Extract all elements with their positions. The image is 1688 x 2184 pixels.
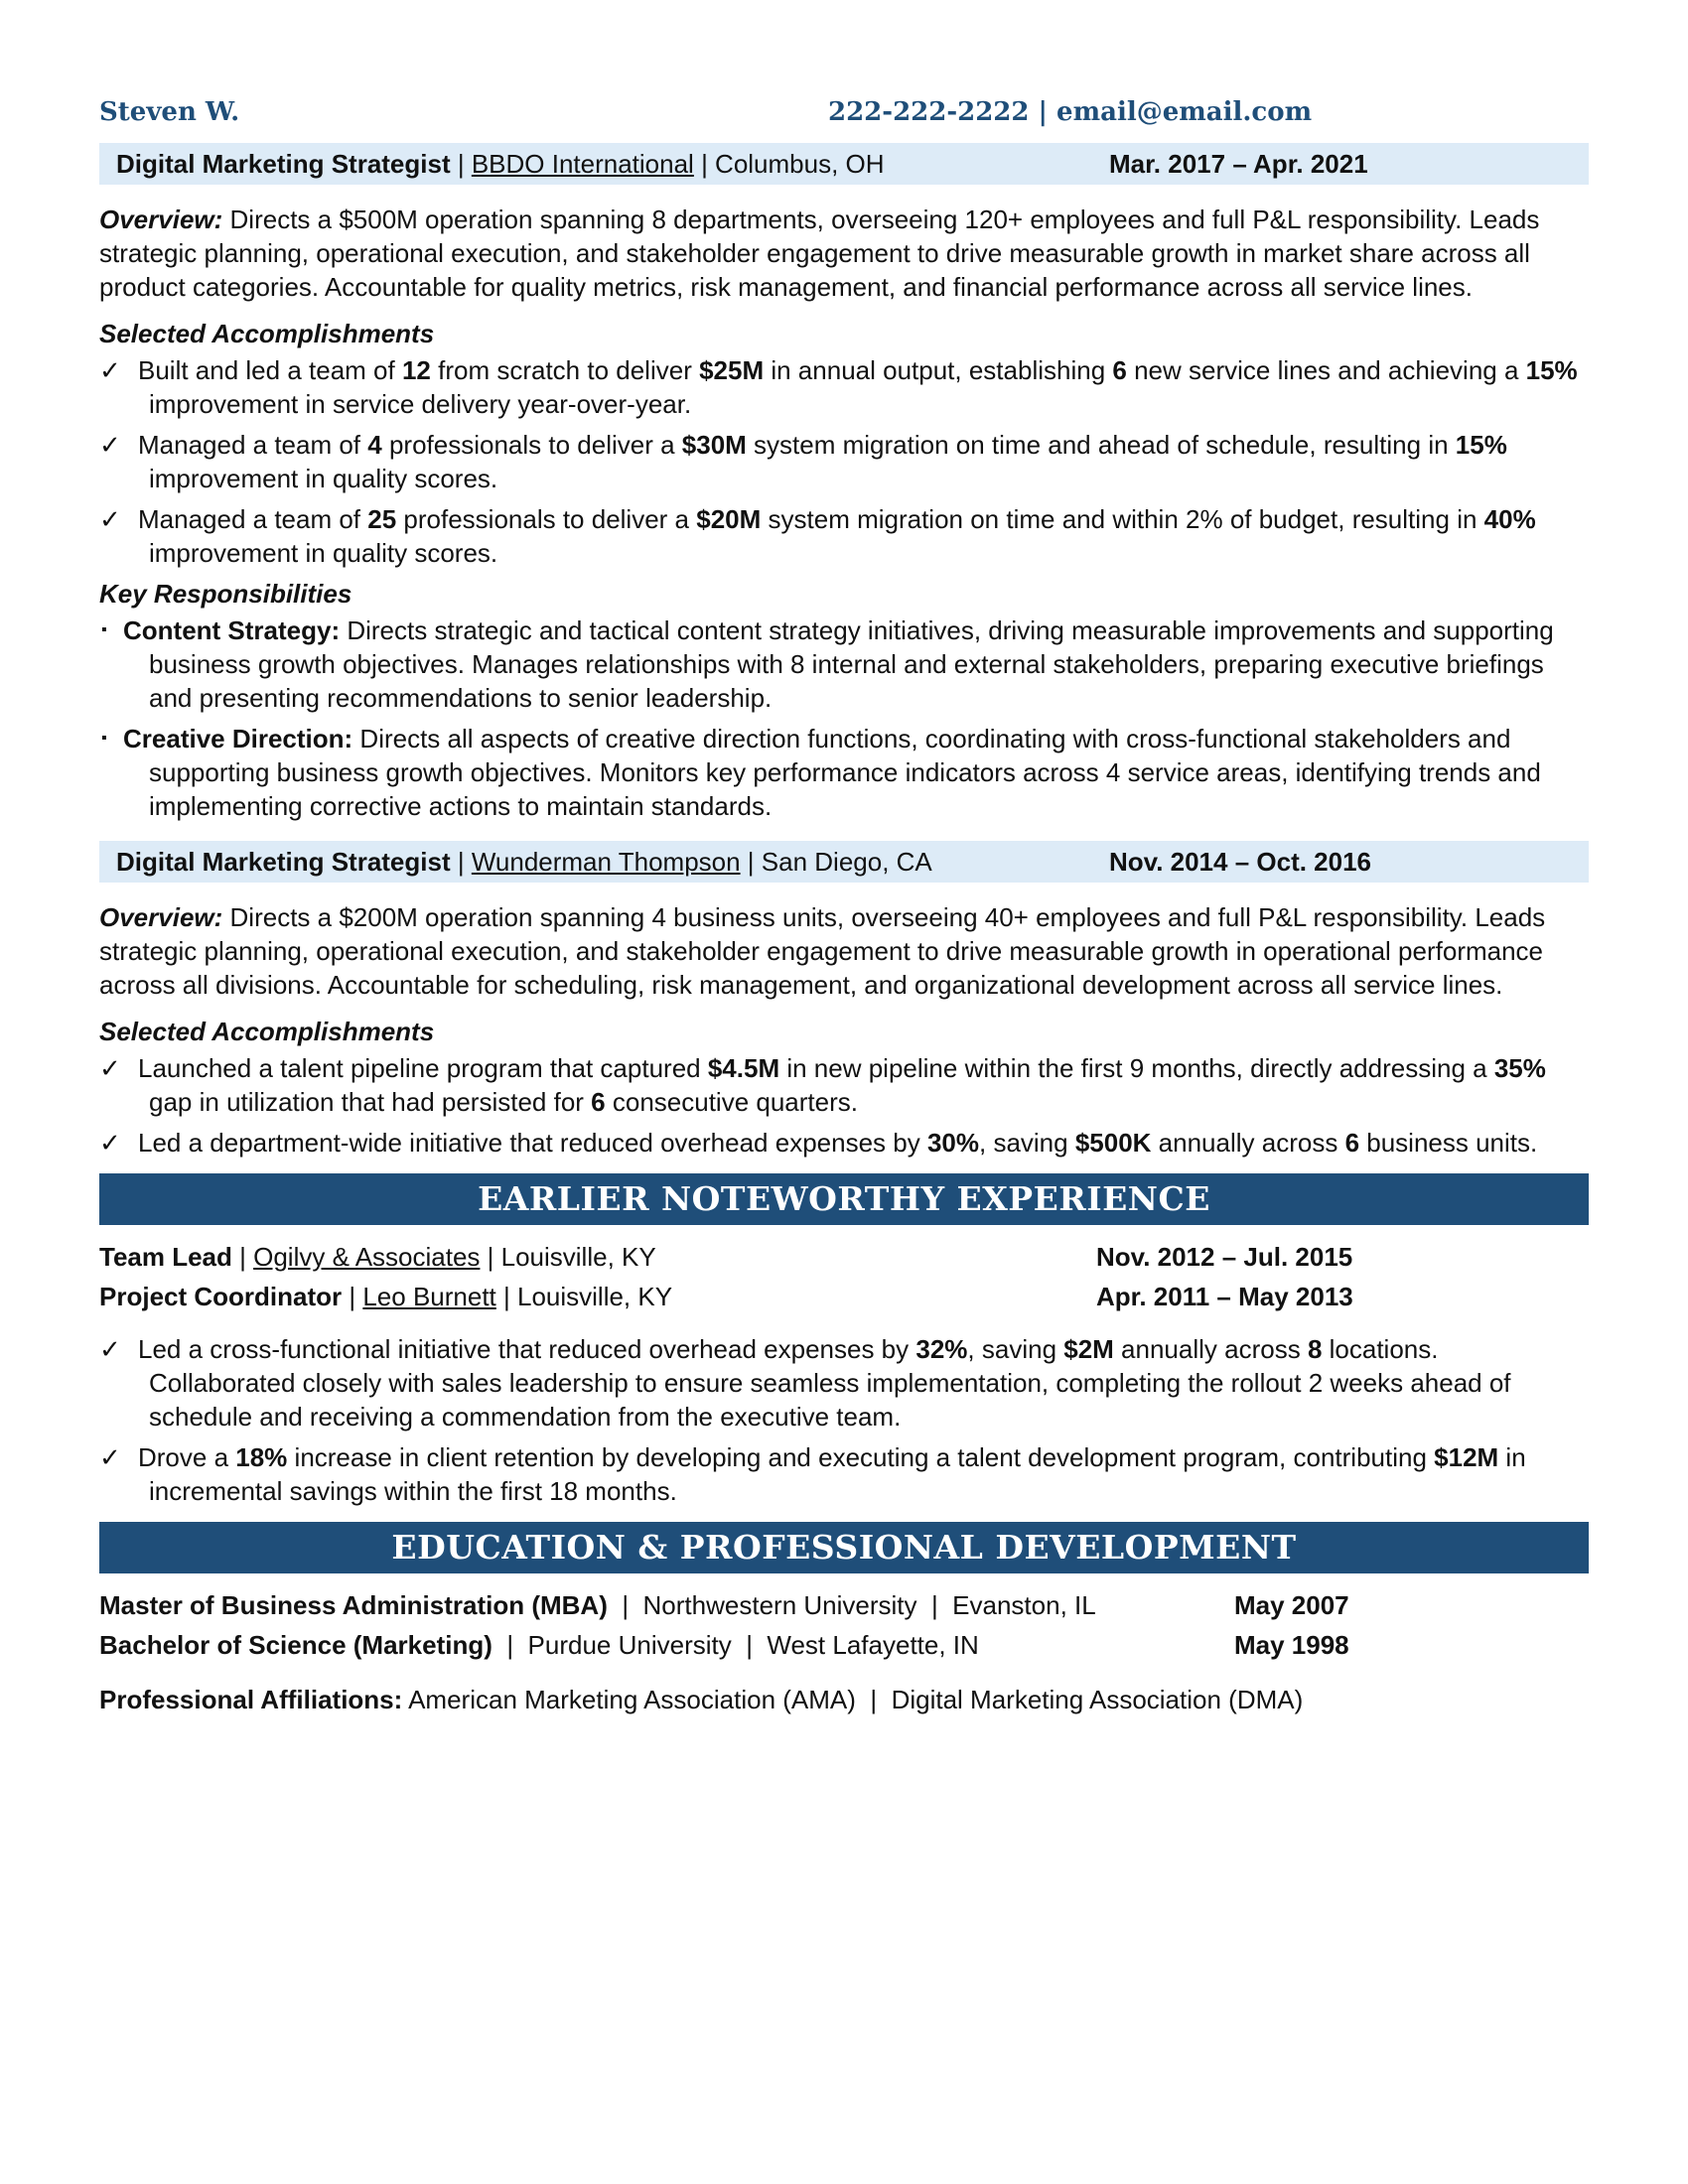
accomplishments-heading: Selected Accomplishments xyxy=(99,1017,435,1046)
job-dates: Mar. 2017 – Apr. 2021 xyxy=(1109,149,1368,179)
degree-row: Bachelor of Science (Marketing) | Purdue University | West Lafayette, IN May 1998 xyxy=(99,1625,1589,1665)
role-title: Team Lead xyxy=(99,1242,232,1272)
list-item xyxy=(99,1126,1589,1160)
degree-name: Bachelor of Science (Marketing) xyxy=(99,1630,492,1660)
role-dates: Apr. 2011 – May 2013 xyxy=(1096,1282,1353,1311)
section-heading-education: EDUCATION & PROFESSIONAL DEVELOPMENT xyxy=(99,1522,1589,1573)
job-title: Digital Marketing Strategist xyxy=(116,149,451,179)
list-item-text: Built and led a team of 12 from scratch to deliver $25M in annual output, establishing 6 new service lines and achieving a 15% improvement in service delivery year-over-year. xyxy=(138,355,1578,419)
list-item xyxy=(99,1051,1589,1119)
square-bullet-icon: ▪ xyxy=(101,730,107,747)
job-overview xyxy=(99,900,1589,1002)
job-header: Digital Marketing Strategist | BBDO International | Columbus, OH Mar. 2017 – Apr. 2021 xyxy=(99,143,1589,185)
list-item xyxy=(99,722,1589,823)
list-item xyxy=(99,502,1589,570)
role-location: Louisville, KY xyxy=(516,1282,673,1311)
checkmark-icon: ✓ xyxy=(99,1334,121,1364)
accomplishments-heading: Selected Accomplishments xyxy=(99,319,435,348)
checkmark-icon: ✓ xyxy=(99,1442,121,1472)
list-item-text: Managed a team of 4 professionals to deliver a $30M system migration on time and ahead of schedule, resulting in 15% improvement in quality scores. xyxy=(138,430,1507,493)
candidate-name: Steven W. xyxy=(99,97,240,127)
job-location: Columbus, OH xyxy=(715,149,885,179)
degree-row: Master of Business Administration (MBA) | Northwestern University | Evanston, IL May 2007 xyxy=(99,1585,1589,1625)
resume-content xyxy=(99,97,1589,1716)
job-dates: Nov. 2014 – Oct. 2016 xyxy=(1109,847,1372,877)
earlier-roles xyxy=(99,1237,1589,1316)
professional-affiliations xyxy=(99,1683,1589,1716)
square-bullet-icon: ▪ xyxy=(101,621,107,638)
earlier-role-row: Team Lead | Ogilvy & Associates | Louisville, KY Nov. 2012 – Jul. 2015 xyxy=(99,1237,1589,1277)
overview-text: Directs a $500M operation spanning 8 departments, overseeing 120+ employees and full P&L responsibility. Leads strategic planning, operational execution, and stakeholder engagement to drive measurable growth in market share across all product categories. Accountable for quality metrics, risk management, and financial performance across all service lines. xyxy=(99,205,1540,302)
degree-name: Master of Business Administration (MBA) xyxy=(99,1590,608,1620)
responsibilities-heading: Key Responsibilities xyxy=(99,579,352,609)
company-link[interactable]: Ogilvy & Associates xyxy=(253,1242,481,1272)
earlier-role-row: Project Coordinator | Leo Burnett | Louisville, KY Apr. 2011 – May 2013 xyxy=(99,1277,1589,1316)
list-item xyxy=(99,428,1589,495)
earlier-accomplishments-list xyxy=(99,1332,1589,1508)
company-link[interactable]: BBDO International xyxy=(471,149,694,179)
checkmark-icon: ✓ xyxy=(99,430,121,460)
list-item xyxy=(99,1440,1589,1508)
list-item xyxy=(99,1332,1589,1433)
list-item xyxy=(99,353,1589,421)
checkmark-icon: ✓ xyxy=(99,355,121,385)
school-name: Purdue University xyxy=(527,1630,732,1660)
degree-date: May 2007 xyxy=(1234,1590,1349,1620)
role-title: Project Coordinator xyxy=(99,1282,343,1311)
affiliations-text: American Marketing Association (AMA) | Digital Marketing Association (DMA) xyxy=(408,1685,1304,1714)
school-name: Northwestern University xyxy=(642,1590,917,1620)
school-location: Evanston, IL xyxy=(952,1590,1096,1620)
overview-text: Directs a $200M operation spanning 4 business units, overseeing 40+ employees and full P&L responsibility. Leads strategic planning, operational execution, and stakeholder engagement to drive measurable growth in operational performance across all divisions. Accountable for scheduling, risk management, and organizational development across all service lines. xyxy=(99,902,1546,1000)
list-item-text: Drove a 18% increase in client retention by developing and executing a talent development program, contributing $12M in incremental savings within the first 18 months. xyxy=(138,1442,1526,1506)
company-link[interactable]: Leo Burnett xyxy=(362,1282,496,1311)
checkmark-icon: ✓ xyxy=(99,1053,121,1083)
accomplishments-list xyxy=(99,1051,1589,1160)
list-item-text: Led a cross-functional initiative that reduced overhead expenses by 32%, saving $2M annually across 8 locations. Collaborated closely with sales leadership to ensure seamless implementation, completing the rollout 2 weeks ahead of schedule and receiving a commendation from the executive team. xyxy=(138,1334,1511,1432)
section-heading-earlier-experience: EARLIER NOTEWORTHY EXPERIENCE xyxy=(99,1173,1589,1225)
checkmark-icon: ✓ xyxy=(99,1128,121,1158)
role-dates: Nov. 2012 – Jul. 2015 xyxy=(1096,1242,1353,1272)
job-header: Digital Marketing Strategist | Wunderman Thompson | San Diego, CA Nov. 2014 – Oct. 2016 xyxy=(99,841,1589,883)
job-overview xyxy=(99,203,1589,304)
school-location: West Lafayette, IN xyxy=(767,1630,979,1660)
overview-label: Overview: xyxy=(99,205,223,234)
list-item-text: Creative Direction: Directs all aspects of creative direction functions, coordinating with cross-functional stakeholders and supporting business growth objectives. Monitors key performance indicators across 4 service areas, identifying trends and implementing corrective actions to maintain standards. xyxy=(123,724,1541,821)
job-title: Digital Marketing Strategist xyxy=(116,847,451,877)
company-link[interactable]: Wunderman Thompson xyxy=(471,847,741,877)
resume-header xyxy=(99,97,1589,131)
list-item-text: Content Strategy: Directs strategic and tactical content strategy initiatives, driving measurable improvements and supporting business growth objectives. Manages relationships with 8 internal and external stakeholders, preparing executive briefings and presenting recommendations to senior leadership. xyxy=(123,615,1554,713)
degree-date: May 1998 xyxy=(1234,1630,1349,1660)
list-item-text: Led a department-wide initiative that reduced overhead expenses by 30%, saving $500K annually across 6 business units. xyxy=(138,1128,1538,1158)
contact-info: 222-222-2222 | email@email.com xyxy=(828,97,1313,127)
job-location: San Diego, CA xyxy=(761,847,932,877)
checkmark-icon: ✓ xyxy=(99,504,121,534)
responsibilities-list xyxy=(99,614,1589,823)
list-item-text: Launched a talent pipeline program that captured $4.5M in new pipeline within the first 9 months, directly addressing a 35% gap in utilization that had persisted for 6 consecutive quarters. xyxy=(138,1053,1546,1117)
overview-label: Overview: xyxy=(99,902,223,932)
list-item-text: Managed a team of 25 professionals to deliver a $20M system migration on time and within 2% of budget, resulting in 40% improvement in quality scores. xyxy=(138,504,1536,568)
list-item xyxy=(99,614,1589,715)
education-list xyxy=(99,1585,1589,1665)
affiliations-label: Professional Affiliations: xyxy=(99,1685,403,1714)
accomplishments-list xyxy=(99,353,1589,570)
role-location: Louisville, KY xyxy=(500,1242,656,1272)
